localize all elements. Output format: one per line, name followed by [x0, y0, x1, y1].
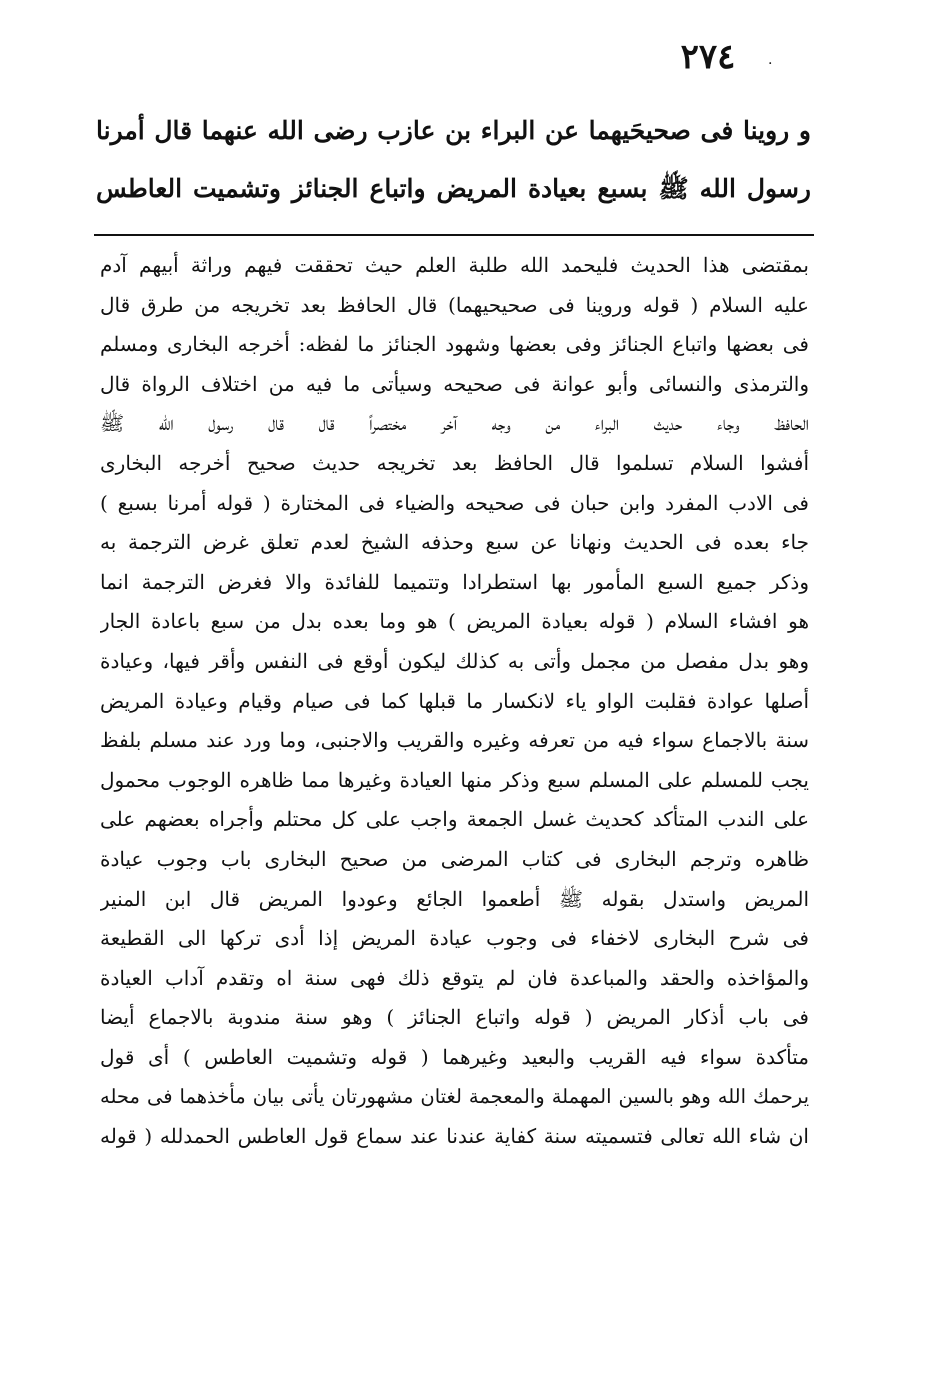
commentary-line: والمؤاخذه والحقد والمباعدة فان لم يتوقع ذلك فهى سنة اه وتقدم آداب العيادة: [100, 965, 809, 990]
main-text-line: رسول الله ﷺ بسبع بعيادة المريض واتباع الجنائز وتشميت العاطس: [96, 174, 811, 203]
commentary-line: جاء بعده فى الحديث ونهانا عن سبع وحذفه الشيخ لعدم تعلق غرض الترجمة به: [100, 530, 809, 555]
commentary-line: فى بعضها واتباع الجنائز وفى بعضها وشهود الجنائز ما لفظه: أخرجه البخارى ومسلم: [100, 332, 809, 357]
commentary-line: متأكدة سواء فيه القريب والبعيد وغيرهما ( قوله وتشميت العاطس ) أى قول: [100, 1044, 809, 1069]
commentary-line: فى شرح البخارى لاخفاء فى وجوب عيادة المريض إذا أدى تركها الى القطيعة: [100, 926, 809, 951]
commentary-line: فى الادب المفرد وابن حبان فى صحيحه والضياء فى المختارة ( قوله أمرنا بسبع ): [100, 490, 809, 515]
commentary-line: أفشوا السلام تسلموا قال الحافظ بعد تخريجه حديث صحيح أخرجه البخارى: [100, 450, 809, 475]
commentary-line: وهو بدل مفصل من مجمل وأتى به كذلك ليكون أوقع فى النفس وأقر فيها، وعيادة: [100, 648, 809, 673]
commentary-line: الحافظ وجاء حديث البراء من وجه آخر مختصراً قال قال رسول الله ﷺ: [100, 411, 809, 436]
commentary-line: يجب للمسلم على المسلم سبع وذكر منها العيادة وغيرها مما ظاهره الوجوب محمول: [100, 767, 809, 792]
main-text-line: و روينا فى صحيحَيهما عن البراء بن عازب رضى الله عنهما قال أمرنا: [96, 116, 811, 145]
commentary-line: على الندب المتأكد كحديث غسل الجمعة واجب على كل محتلم وأجراه بعضهم على: [100, 807, 809, 832]
main-text-block: [96, 102, 811, 218]
commentary-line: وذكر جميع السبع المأمور بها استطرادا وتتميما للفائدة والا فغرض الترجمة انما: [100, 569, 809, 594]
commentary-text-block: [100, 246, 809, 1157]
commentary-line: سنة بالاجماع سواء فيه من تعرفه وغيره والقريب والاجنبى، وما ورد عند مسلم بلفظ: [100, 728, 809, 753]
commentary-line: هو افشاء السلام ( قوله بعيادة المريض ) هو وما بعده بدل من سبع باعادة الجار: [100, 609, 809, 634]
commentary-line: يرحمك الله وهو بالسين المهملة والمعجمة لغتان مشهورتان يأتى بيان مأخذهما فى محله: [100, 1085, 809, 1109]
page-number: ٢٧٤: [680, 37, 736, 77]
commentary-line: عليه السلام ( قوله وروينا فى صحيحيهما) قال الحافظ بعد تخريجه من طرق قال: [100, 292, 809, 317]
page-number-dot: .: [768, 52, 773, 68]
commentary-line: بمقتضى هذا الحديث فليحمد الله طلبة العلم حيث تحققت فيهم وراثة أبيهم آدم: [100, 253, 809, 277]
commentary-line: ظاهره وترجم البخارى فى كتاب المرضى من صحيح البخارى باب وجوب عيادة: [100, 846, 809, 871]
commentary-line: أصلها عوادة فقلبت الواو ياء لانكسار ما قبلها كما فى صيام وقيام وعيادة المريض: [100, 688, 809, 713]
commentary-line: والترمذى والنسائى وأبو عوانة فى صحيحه وسيأتى ما فيه من اختلاف الرواة قال: [100, 371, 809, 396]
commentary-line: المريض واستدل بقوله ﷺ أطعموا الجائع وعودوا المريض قال ابن المنير: [100, 886, 809, 911]
commentary-line: ان شاء الله تعالى فتسميته سنة كفاية عندنا عند سماع قول العاطس الحمدلله ( قوله: [100, 1124, 809, 1149]
section-divider: [94, 234, 814, 236]
commentary-line: فى باب أذكار المريض ( قوله واتباع الجنائز ) وهو سنة مندوبة بالاجماع أيضا: [100, 1005, 809, 1030]
